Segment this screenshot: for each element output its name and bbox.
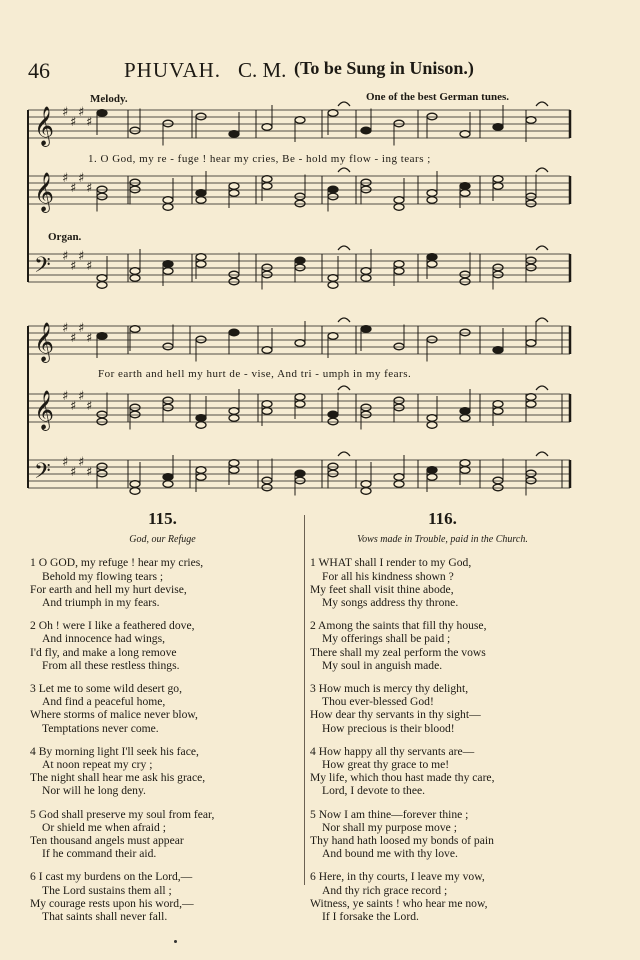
verse-line: My feet shall visit thine abode,	[310, 582, 454, 596]
note-head	[427, 422, 437, 429]
sharp-sign: ♯	[78, 105, 85, 120]
note-head	[493, 176, 503, 183]
note-head	[262, 477, 272, 484]
verse-line: Thou ever-blessed God!	[322, 695, 434, 709]
sharp-sign: ♯	[62, 389, 69, 404]
note-head	[361, 179, 371, 186]
note-head	[493, 401, 503, 408]
sharp-sign: ♯	[78, 249, 85, 264]
fermata	[338, 386, 350, 390]
verse-line: My courage rests upon his word,—	[30, 896, 194, 910]
note-head	[262, 347, 272, 354]
note-head	[229, 271, 239, 278]
note-head	[394, 343, 404, 350]
note-head	[361, 268, 371, 275]
note-head	[526, 394, 536, 401]
note-head	[493, 264, 503, 271]
tune-comment: One of the best German tunes.	[366, 91, 509, 103]
note-head	[229, 408, 239, 415]
fermata	[338, 318, 350, 322]
verse	[310, 619, 575, 672]
verse-line: From all these restless things.	[42, 658, 180, 672]
note-head	[460, 408, 470, 415]
note-head	[394, 197, 404, 204]
verse-line: 5 God shall preserve my soul from fear,	[30, 807, 215, 821]
sharp-sign: ♯	[70, 399, 77, 414]
verse	[30, 682, 295, 735]
sharp-sign: ♯	[86, 331, 93, 346]
verse-line: My life, which thou hast made thy care,	[310, 771, 495, 785]
note-head	[97, 193, 107, 200]
note-head	[130, 488, 140, 495]
hymn-number: 116.	[428, 509, 457, 528]
fermata	[338, 452, 350, 456]
verse	[310, 870, 575, 923]
note-head	[229, 460, 239, 467]
verse-line: If I forsake the Lord.	[322, 910, 419, 924]
note-head	[196, 467, 206, 474]
note-head	[361, 404, 371, 411]
verse-line: My offerings shall be paid ;	[322, 632, 451, 646]
note-head	[97, 282, 107, 289]
note-head	[460, 131, 470, 138]
note-head	[460, 415, 470, 422]
verse-line: 4 How happy all thy servants are—	[310, 744, 475, 758]
note-head	[526, 477, 536, 484]
note-head	[196, 336, 206, 343]
verse-line: Lord, I devote to thee.	[322, 784, 426, 798]
verse-line: Nor will he long deny.	[42, 784, 146, 798]
verse-line: I'd fly, and make a long remove	[30, 645, 177, 659]
verse-line: Ten thousand angels must appear	[30, 834, 184, 848]
sharp-sign: ♯	[78, 171, 85, 186]
fermata	[338, 168, 350, 172]
note-head	[328, 470, 338, 477]
note-head	[196, 254, 206, 261]
note-head	[295, 477, 305, 484]
note-head	[361, 127, 371, 134]
verse-line: Temptations never come.	[42, 721, 159, 735]
note-head	[394, 268, 404, 275]
verse-line: At noon repeat my cry ;	[42, 758, 153, 772]
note-head	[295, 193, 305, 200]
verse-line: For all his kindness shown ?	[322, 569, 454, 583]
note-head	[328, 418, 338, 425]
hymn-115	[30, 509, 295, 933]
verse-line: There shall my zeal perform the vows	[310, 645, 486, 659]
verse-line: That saints shall never fall.	[42, 910, 168, 924]
verse-line: Behold my flowing tears ;	[42, 569, 164, 583]
hymn-116	[310, 509, 575, 933]
note-head	[97, 333, 107, 340]
note-head	[394, 474, 404, 481]
note-head	[460, 467, 470, 474]
note-head	[427, 197, 437, 204]
note-head	[97, 411, 107, 418]
note-head	[427, 261, 437, 268]
sharp-sign: ♯	[70, 181, 77, 196]
note-head	[196, 197, 206, 204]
verse-line: How great thy grace to me!	[322, 758, 450, 772]
note-head	[295, 340, 305, 347]
sharp-sign: ♯	[78, 455, 85, 470]
lyric-line-1: 1. O God, my re - fuge ! hear my cries, Be - hold my flow - ing tears ;	[88, 153, 431, 165]
page-number: 46	[28, 58, 50, 83]
verse	[310, 556, 575, 609]
page-mark	[174, 940, 177, 943]
note-head	[493, 347, 503, 354]
treble-clef: 𝄞	[34, 322, 55, 362]
bass-clef: 𝄢	[34, 459, 51, 489]
note-head	[460, 460, 470, 467]
tune-meter: C. M.	[238, 58, 287, 82]
note-head	[229, 131, 239, 138]
note-head	[328, 186, 338, 193]
note-head	[262, 176, 272, 183]
verse-line: The night shall hear me ask his grace,	[30, 771, 206, 785]
note-head	[394, 404, 404, 411]
note-head	[262, 271, 272, 278]
note-head	[460, 278, 470, 285]
verse	[310, 682, 575, 735]
hymn-verses	[30, 556, 295, 923]
note-head	[526, 264, 536, 271]
verse	[310, 745, 575, 798]
note-head	[394, 397, 404, 404]
note-head	[427, 474, 437, 481]
note-head	[163, 261, 173, 268]
note-head	[130, 404, 140, 411]
note-head	[295, 401, 305, 408]
note-head	[526, 401, 536, 408]
verse-line: 2 Among the saints that fill thy house,	[310, 619, 487, 633]
verse-line: And find a peaceful home,	[42, 695, 166, 709]
note-head	[229, 415, 239, 422]
verse-line: 4 By morning light I'll seek his face,	[30, 744, 199, 758]
treble-clef: 𝄞	[34, 390, 55, 430]
sharp-sign: ♯	[70, 465, 77, 480]
note-head	[493, 183, 503, 190]
verse	[30, 870, 295, 923]
note-head	[361, 186, 371, 193]
verse-line: Or shield me when afraid ;	[42, 820, 166, 834]
verse-line: 1 O GOD, my refuge ! hear my cries,	[30, 556, 204, 570]
note-head	[130, 268, 140, 275]
verse-line: And thy rich grace record ;	[322, 883, 448, 897]
verse-line: And bound me with thy love.	[322, 847, 458, 861]
sharp-sign: ♯	[70, 259, 77, 274]
note-head	[163, 481, 173, 488]
note-head	[130, 127, 140, 134]
note-head	[295, 264, 305, 271]
note-head	[427, 113, 437, 120]
note-head	[460, 190, 470, 197]
verse-line: Thy hand hath loosed my bonds of pain	[310, 834, 494, 848]
note-head	[361, 488, 371, 495]
verse	[30, 619, 295, 672]
tune-instruction: (To be Sung in Unison.)	[294, 58, 474, 78]
verse-line: How precious is their blood!	[322, 721, 455, 735]
hymn-title: Vows made in Trouble, paid in the Church.	[357, 534, 528, 546]
fermata	[536, 386, 548, 390]
note-head	[163, 197, 173, 204]
note-head	[427, 467, 437, 474]
note-head	[427, 254, 437, 261]
sharp-sign: ♯	[70, 331, 77, 346]
note-head	[526, 193, 536, 200]
sharp-sign: ♯	[86, 115, 93, 130]
note-head	[196, 261, 206, 268]
note-head	[130, 186, 140, 193]
fermata	[536, 318, 548, 322]
note-head	[328, 333, 338, 340]
verse-line: My songs address thy throne.	[322, 596, 459, 610]
note-head	[130, 411, 140, 418]
note-head	[229, 183, 239, 190]
note-head	[229, 467, 239, 474]
note-head	[295, 200, 305, 207]
note-head	[493, 271, 503, 278]
hymn-title: God, our Refuge	[129, 534, 196, 546]
note-head	[295, 257, 305, 264]
note-head	[295, 470, 305, 477]
note-head	[97, 463, 107, 470]
verse-line: Nor shall my purpose move ;	[322, 820, 457, 834]
verse-line: The Lord sustains them all ;	[42, 883, 172, 897]
verse-line: And triumph in my fears.	[42, 596, 160, 610]
verse-line: Witness, ye saints ! who hear me now,	[310, 896, 488, 910]
verse-line: 3 Let me to some wild desert go,	[30, 682, 182, 696]
note-head	[493, 124, 503, 131]
note-head	[361, 481, 371, 488]
note-head	[262, 408, 272, 415]
note-head	[394, 204, 404, 211]
note-head	[130, 275, 140, 282]
note-head	[163, 404, 173, 411]
note-head	[328, 411, 338, 418]
treble-clef: 𝄞	[34, 106, 55, 146]
note-head	[163, 120, 173, 127]
verse-line: 6 I cast my burdens on the Lord,—	[30, 870, 193, 884]
note-head	[328, 193, 338, 200]
verse-line: How dear thy servants in thy sight—	[310, 708, 481, 722]
column-divider	[304, 515, 305, 885]
note-head	[427, 336, 437, 343]
note-head	[493, 477, 503, 484]
verse-line: For earth and hell my hurt devise,	[30, 582, 187, 596]
note-head	[328, 282, 338, 289]
sharp-sign: ♯	[86, 399, 93, 414]
verse-line: 1 WHAT shall I render to my God,	[310, 556, 472, 570]
sharp-sign: ♯	[86, 181, 93, 196]
note-head	[229, 278, 239, 285]
fermata	[536, 452, 548, 456]
fermata	[338, 102, 350, 106]
verse	[310, 808, 575, 861]
note-head	[394, 120, 404, 127]
note-head	[163, 474, 173, 481]
bass-clef: 𝄢	[34, 253, 51, 283]
note-head	[229, 190, 239, 197]
note-head	[526, 470, 536, 477]
organ-label: Organ.	[48, 231, 82, 243]
note-head	[163, 268, 173, 275]
note-head	[328, 463, 338, 470]
note-head	[493, 408, 503, 415]
note-head	[262, 264, 272, 271]
sharp-sign: ♯	[62, 171, 69, 186]
note-head	[427, 190, 437, 197]
note-head	[130, 481, 140, 488]
fermata	[338, 246, 350, 250]
verse-line: 6 Here, in thy courts, I leave my vow,	[310, 870, 485, 884]
note-head	[97, 275, 107, 282]
note-head	[262, 401, 272, 408]
note-head	[196, 474, 206, 481]
note-head	[361, 326, 371, 333]
verse	[30, 745, 295, 798]
note-head	[361, 411, 371, 418]
note-head	[328, 110, 338, 117]
note-head	[394, 261, 404, 268]
note-head	[97, 186, 107, 193]
note-head	[295, 117, 305, 124]
verse	[30, 556, 295, 609]
note-head	[460, 329, 470, 336]
fermata	[536, 102, 548, 106]
sharp-sign: ♯	[62, 455, 69, 470]
verse-line: 2 Oh ! were I like a feathered dove,	[30, 619, 195, 633]
note-head	[196, 415, 206, 422]
melody-label: Melody.	[90, 93, 128, 105]
verse	[30, 808, 295, 861]
note-head	[163, 343, 173, 350]
note-head	[460, 183, 470, 190]
note-head	[295, 394, 305, 401]
note-head	[361, 275, 371, 282]
fermata	[536, 168, 548, 172]
note-head	[526, 257, 536, 264]
fermata	[536, 246, 548, 250]
note-head	[97, 470, 107, 477]
sharp-sign: ♯	[62, 249, 69, 264]
verse-line: 3 How much is mercy thy delight,	[310, 682, 469, 696]
note-head	[394, 481, 404, 488]
hymn-verses	[310, 556, 575, 923]
note-head	[97, 418, 107, 425]
sharp-sign: ♯	[86, 465, 93, 480]
note-head	[262, 124, 272, 131]
note-head	[460, 271, 470, 278]
note-head	[526, 340, 536, 347]
tune-title: PHUVAH.	[124, 58, 222, 82]
note-head	[427, 415, 437, 422]
note-head	[163, 204, 173, 211]
sharp-sign: ♯	[62, 105, 69, 120]
sharp-sign: ♯	[78, 389, 85, 404]
note-head	[262, 484, 272, 491]
note-head	[196, 422, 206, 429]
sharp-sign: ♯	[62, 321, 69, 336]
note-head	[526, 117, 536, 124]
hymn-number: 115.	[148, 509, 177, 528]
note-head	[229, 329, 239, 336]
note-head	[97, 110, 107, 117]
note-head	[130, 179, 140, 186]
note-head	[196, 190, 206, 197]
note-head	[130, 326, 140, 333]
lyric-line-2: For earth and hell my hurt de - vise, And tri - umph in my fears.	[98, 368, 412, 380]
note-head	[526, 200, 536, 207]
note-head	[163, 397, 173, 404]
note-head	[328, 275, 338, 282]
sharp-sign: ♯	[70, 115, 77, 130]
verse-line: 5 Now I am thine—forever thine ;	[310, 807, 469, 821]
verse-line: And innocence had wings,	[42, 632, 165, 646]
verse-line: Where storms of malice never blow,	[30, 708, 198, 722]
sharp-sign: ♯	[78, 321, 85, 336]
note-head	[493, 484, 503, 491]
verse-line: If he command their aid.	[42, 847, 157, 861]
verse-line: My soul in anguish made.	[322, 658, 443, 672]
note-head	[262, 183, 272, 190]
sharp-sign: ♯	[86, 259, 93, 274]
note-head	[196, 113, 206, 120]
treble-clef: 𝄞	[34, 172, 55, 212]
